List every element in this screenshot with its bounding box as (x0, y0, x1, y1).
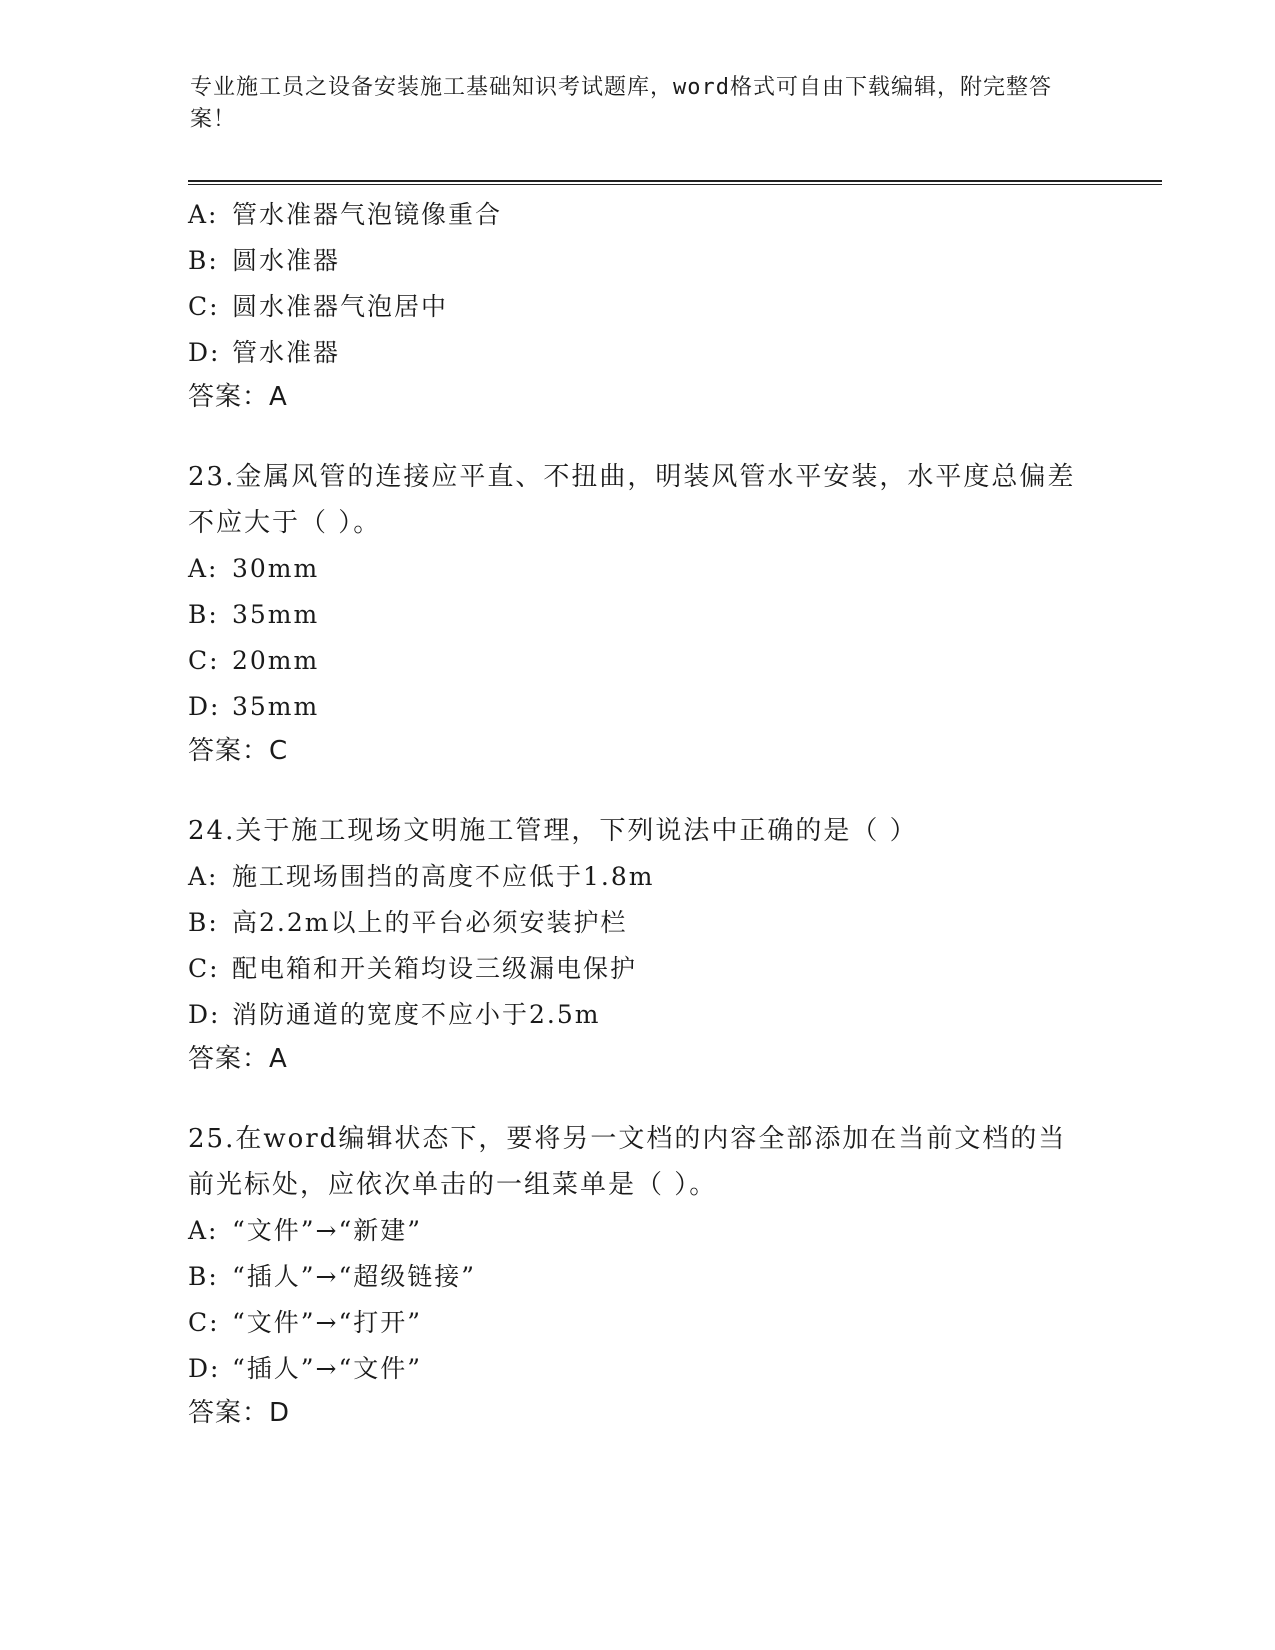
option-text: “插人”→“文件” (232, 1354, 423, 1383)
option-a (188, 192, 1088, 238)
question-25 (188, 1116, 1088, 1434)
question-text: 25.在word编辑状态下，要将另一文档的内容全部添加在当前文档的当前光标处，应依次单击的一组菜单是（ ）。 (188, 1124, 1067, 1200)
option-key: B: (188, 1262, 219, 1291)
option-key: C: (188, 954, 220, 983)
option-d (188, 684, 1088, 730)
option-b (188, 900, 1088, 946)
option-d (188, 330, 1088, 376)
question-23 (188, 454, 1088, 772)
option-c (188, 1300, 1088, 1346)
option-text: 配电箱和开关箱均设三级漏电保护 (232, 954, 638, 983)
option-key: D: (188, 1354, 221, 1383)
option-key: B: (188, 600, 219, 629)
answer: 答案：C (188, 736, 289, 766)
option-key: B: (188, 246, 219, 275)
question-text: 24.关于施工现场文明施工管理，下列说法中正确的是（ ） (188, 816, 918, 846)
option-key: D: (188, 1000, 221, 1029)
answer: 答案：D (188, 1398, 291, 1428)
option-text: “文件”→“打开” (232, 1308, 423, 1337)
option-key: A: (188, 1216, 219, 1245)
option-c (188, 946, 1088, 992)
option-text: 35mm (232, 692, 320, 721)
option-b (188, 238, 1088, 284)
option-c (188, 638, 1088, 684)
option-text: 施工现场围挡的高度不应低于1.8m (232, 862, 655, 891)
option-key: A: (188, 862, 219, 891)
option-text: “文件”→“新建” (232, 1216, 423, 1245)
option-a (188, 1208, 1088, 1254)
option-text: 消防通道的宽度不应小于2.5m (232, 1000, 601, 1029)
question-22 (188, 192, 1088, 418)
option-text: 圆水准器气泡居中 (232, 292, 449, 321)
option-key: B: (188, 908, 219, 937)
option-d (188, 1346, 1088, 1392)
option-text: “插人”→“超级链接” (232, 1262, 477, 1291)
question-text: 23.金属风管的连接应平直、不扭曲，明装风管水平安装，水平度总偏差不应大于（ ）。 (188, 462, 1076, 538)
option-key: D: (188, 338, 221, 367)
option-text: 圆水准器 (232, 246, 341, 275)
option-key: C: (188, 1308, 220, 1337)
page-header: 专业施工员之设备安装施工基础知识考试题库，word格式可自由下载编辑，附完整答案！ (190, 75, 1052, 132)
answer: 答案：A (188, 382, 288, 412)
option-text: 20mm (232, 646, 320, 675)
option-b (188, 592, 1088, 638)
header-rule (188, 180, 1162, 185)
option-text: 管水准器 (232, 338, 341, 367)
option-b (188, 1254, 1088, 1300)
option-text: 管水准器气泡镜像重合 (232, 200, 503, 229)
option-a (188, 854, 1088, 900)
answer: 答案：A (188, 1044, 288, 1074)
option-d (188, 992, 1088, 1038)
option-text: 30mm (232, 554, 320, 583)
option-c (188, 284, 1088, 330)
option-text: 高2.2m以上的平台必须安装护栏 (232, 908, 628, 937)
option-key: C: (188, 646, 220, 675)
option-key: C: (188, 292, 220, 321)
option-key: A: (188, 554, 219, 583)
option-key: A: (188, 200, 219, 229)
question-24 (188, 808, 1088, 1080)
document-body (188, 192, 1088, 1470)
option-a (188, 546, 1088, 592)
option-text: 35mm (232, 600, 320, 629)
option-key: D: (188, 692, 221, 721)
